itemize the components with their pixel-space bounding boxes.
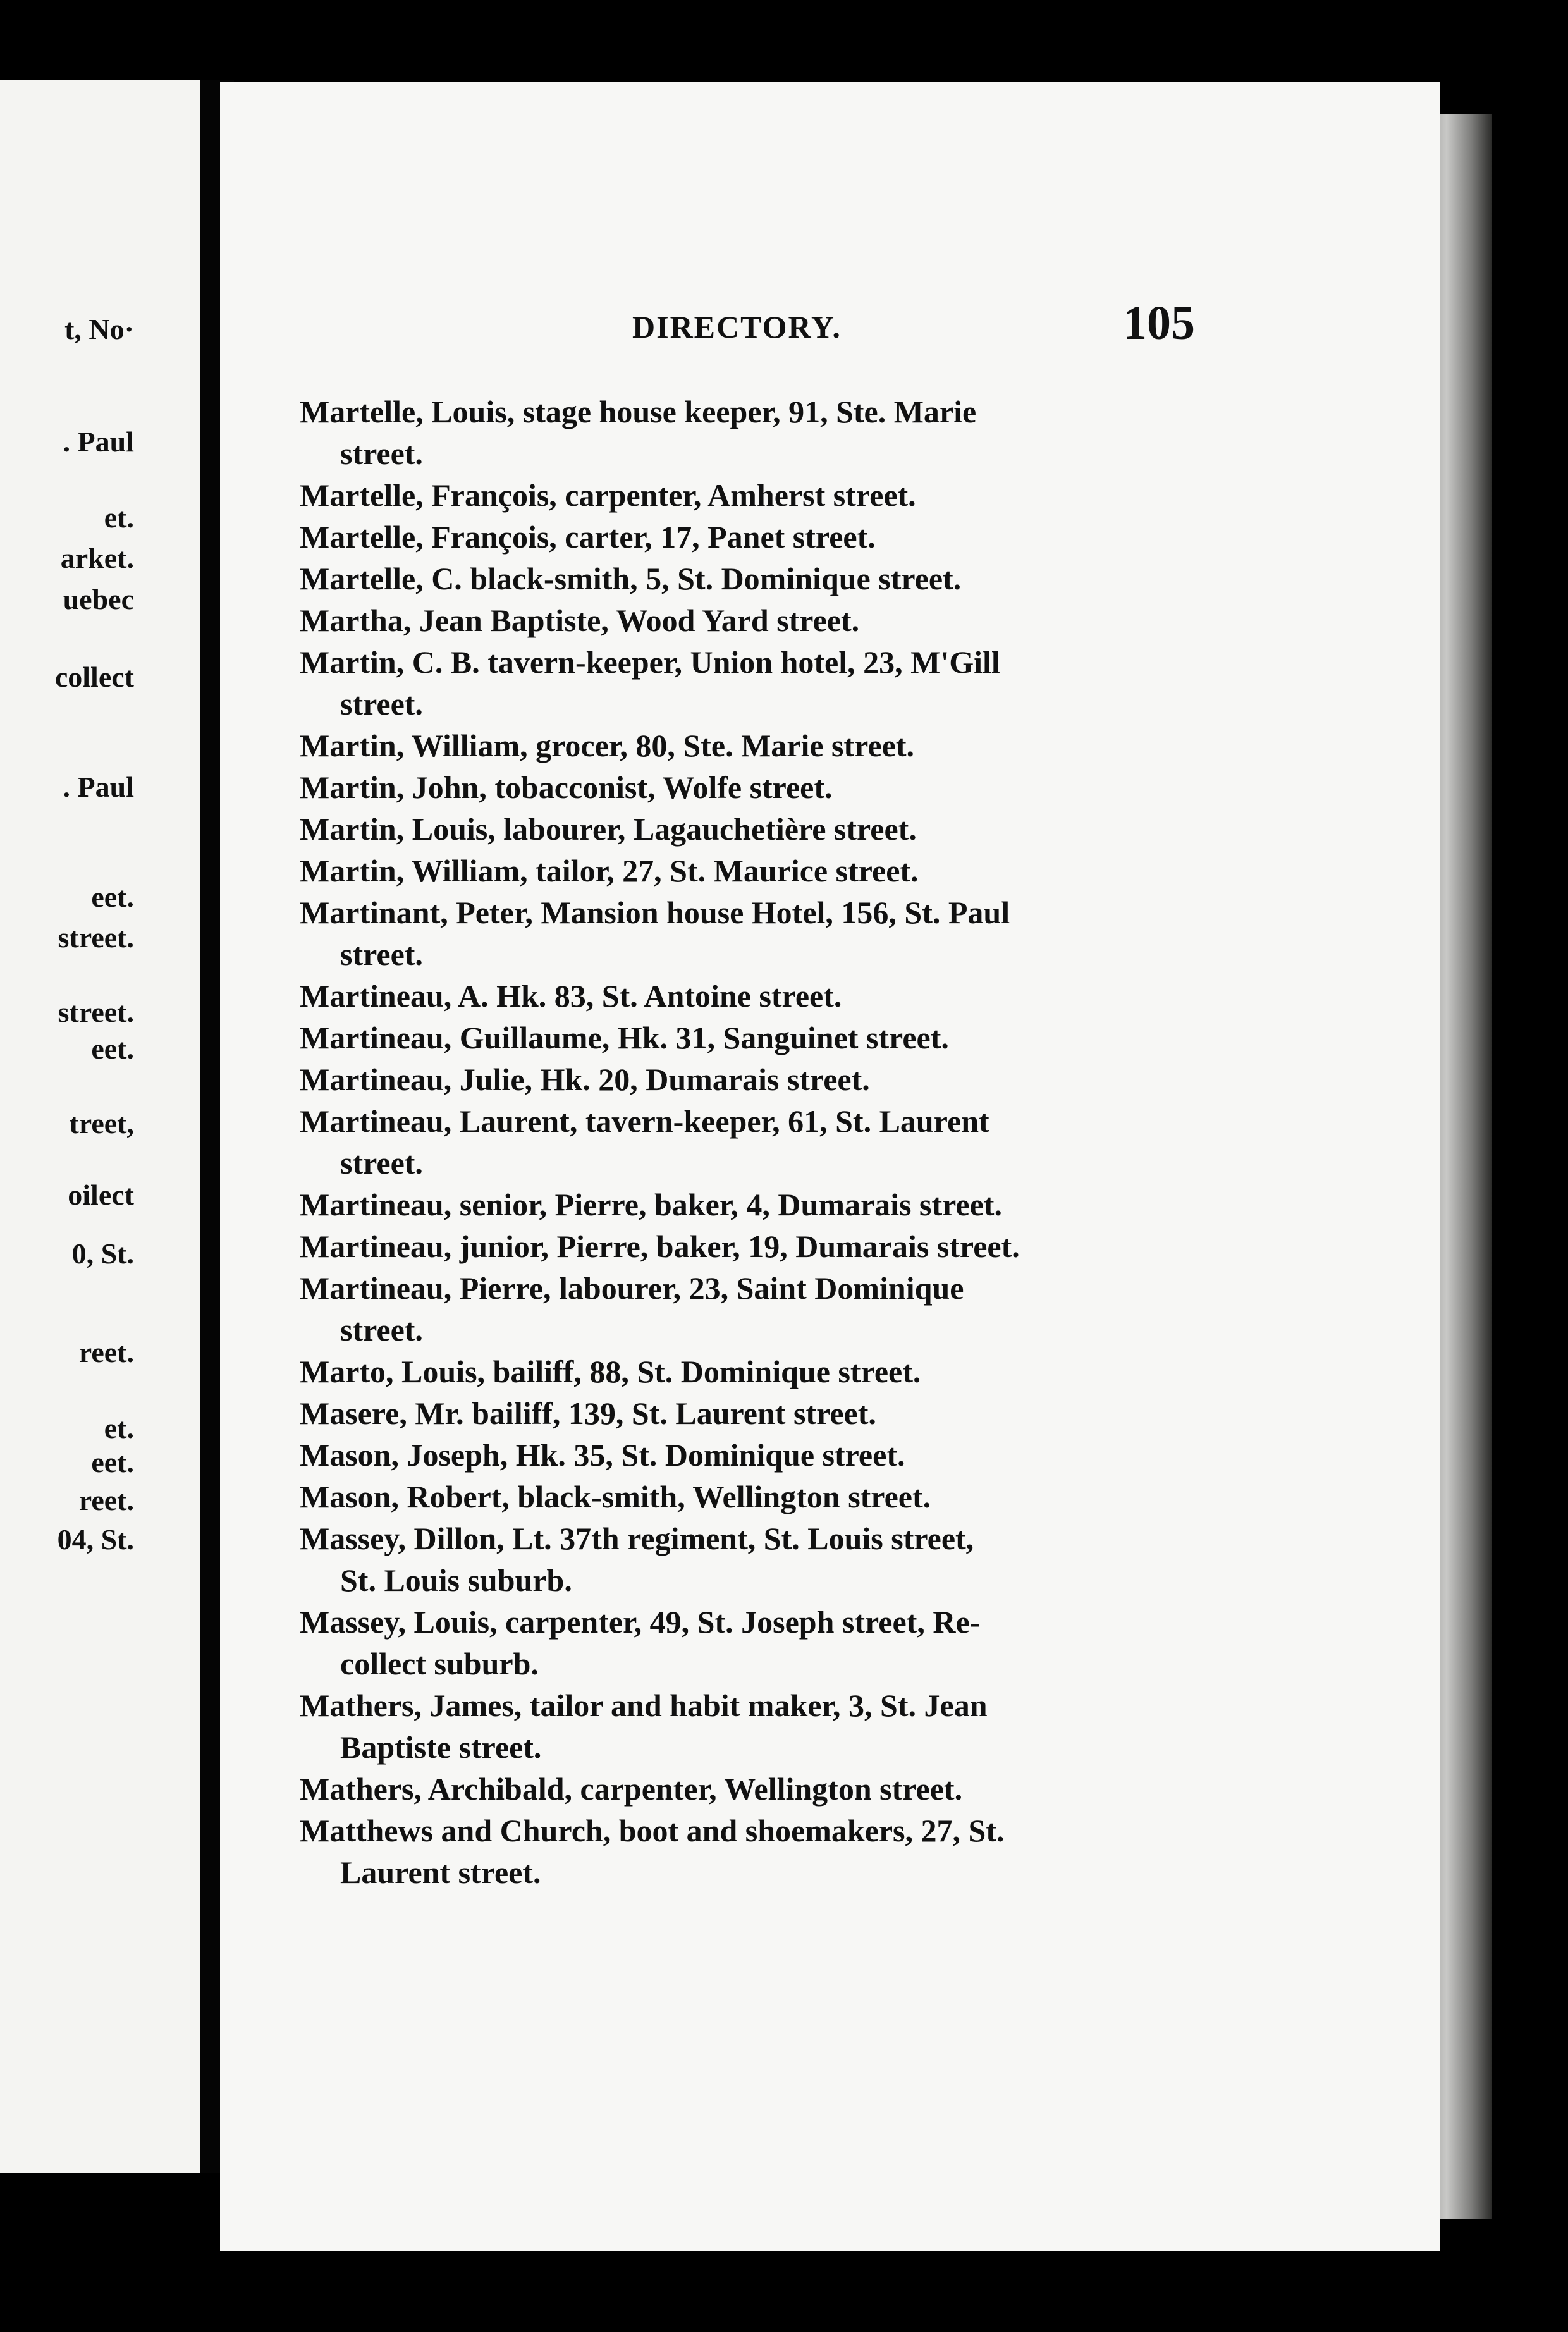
directory-entries (300, 391, 1210, 1893)
left-page-text-fragment: t, No· (64, 313, 134, 345)
left-page-text-fragment: reet. (78, 1484, 134, 1516)
entry-line: Martineau, junior, Pierre, baker, 19, Dumarais street. (300, 1229, 1020, 1264)
directory-entry (300, 1518, 1210, 1601)
entry-continuation: street. (340, 1312, 423, 1347)
entry-line: Matthews and Church, boot and shoemakers, 27, St. (300, 1813, 1005, 1848)
left-page-text-fragment: reet. (78, 1336, 134, 1368)
entry-continuation: St. Louis suburb. (340, 1562, 572, 1598)
left-page-text-fragment: et. (104, 1412, 134, 1444)
directory-entry (300, 1476, 1210, 1518)
entry-line: Martelle, François, carpenter, Amherst street. (300, 477, 916, 513)
entry-line: Martin, C. B. tavern-keeper, Union hotel, 23, M'Gill (300, 644, 1000, 680)
running-head: DIRECTORY. (632, 309, 842, 345)
directory-entry (300, 641, 1210, 725)
directory-entry (300, 808, 1210, 850)
entry-line: Martin, William, grocer, 80, Ste. Marie street. (300, 728, 914, 763)
entry-line: Martin, William, tailor, 27, St. Maurice street. (300, 853, 919, 888)
entry-line: Martinant, Peter, Mansion house Hotel, 156, St. Paul (300, 895, 1010, 930)
left-page-text-fragment: oilect (68, 1179, 134, 1211)
entry-line: Masere, Mr. bailiff, 139, St. Laurent street. (300, 1396, 876, 1431)
left-page-text-fragment: . Paul (63, 771, 134, 803)
left-page-text-fragment: et. (104, 501, 134, 534)
entry-line: Mathers, James, tailor and habit maker, 3, St. Jean (300, 1688, 988, 1723)
directory-entry (300, 766, 1210, 808)
entry-continuation: Baptiste street. (340, 1729, 542, 1765)
directory-entry (300, 1017, 1210, 1059)
directory-entry (300, 391, 1210, 474)
entry-line: Marto, Louis, bailiff, 88, St. Dominique street. (300, 1354, 921, 1389)
entry-continuation: street. (340, 686, 423, 721)
entry-line: Massey, Louis, carpenter, 49, St. Joseph street, Re- (300, 1604, 981, 1640)
directory-entry (300, 1810, 1210, 1893)
directory-entry (300, 1100, 1210, 1184)
directory-entry (300, 1351, 1210, 1392)
directory-entry (300, 516, 1210, 558)
directory-entry (300, 474, 1210, 516)
directory-entry (300, 1768, 1210, 1810)
left-page-text-fragment: treet, (69, 1107, 134, 1139)
entry-line: Martineau, A. Hk. 83, St. Antoine street. (300, 978, 842, 1014)
page-number: 105 (1123, 297, 1195, 350)
left-page-text-fragment: eet. (91, 1446, 134, 1478)
left-page-text-fragment: 04, St. (57, 1523, 134, 1556)
directory-entry (300, 975, 1210, 1017)
entry-continuation: street. (340, 1145, 423, 1181)
directory-entry (300, 1392, 1210, 1434)
entry-line: Mason, Joseph, Hk. 35, St. Dominique street. (300, 1437, 905, 1473)
entry-line: Martelle, C. black-smith, 5, St. Dominique street. (300, 561, 962, 596)
entry-continuation: Laurent street. (340, 1855, 541, 1890)
directory-entry (300, 850, 1210, 892)
left-page-text-fragment: street. (58, 996, 134, 1028)
entry-line: Martelle, François, carter, 17, Panet street. (300, 519, 876, 555)
left-page-text-fragment: . Paul (63, 426, 134, 458)
entry-continuation: street. (340, 936, 423, 972)
entry-line: Martin, John, tobacconist, Wolfe street. (300, 770, 833, 805)
entry-line: Massey, Dillon, Lt. 37th regiment, St. Louis street, (300, 1521, 974, 1556)
left-page-text-fragment: eet. (91, 1033, 134, 1065)
left-page-text-fragment: uebec (63, 583, 134, 615)
entry-line: Martineau, senior, Pierre, baker, 4, Dumarais street. (300, 1187, 1002, 1222)
entry-line: Mathers, Archibald, carpenter, Wellington street. (300, 1771, 963, 1807)
directory-entry (300, 1059, 1210, 1100)
entry-line: Martineau, Julie, Hk. 20, Dumarais street. (300, 1062, 870, 1097)
entry-line: Martineau, Laurent, tavern-keeper, 61, St. Laurent (300, 1103, 989, 1139)
entry-line: Martineau, Guillaume, Hk. 31, Sanguinet street. (300, 1020, 949, 1055)
entry-continuation: street. (340, 436, 423, 471)
left-page-text-fragment: street. (58, 921, 134, 954)
left-page-text-fragment: eet. (91, 881, 134, 913)
entry-line: Martin, Louis, labourer, Lagauchetière street. (300, 811, 917, 847)
entry-continuation: collect suburb. (340, 1646, 539, 1681)
directory-entry (300, 599, 1210, 641)
directory-entry (300, 1434, 1210, 1476)
directory-entry (300, 558, 1210, 599)
directory-entry (300, 725, 1210, 766)
entry-line: Martineau, Pierre, labourer, 23, Saint Dominique (300, 1270, 964, 1306)
entry-line: Mason, Robert, black-smith, Wellington street. (300, 1479, 931, 1514)
directory-entry (300, 1601, 1210, 1685)
directory-entry (300, 1685, 1210, 1768)
left-page-text-fragment: collect (54, 661, 134, 693)
directory-entry (300, 1184, 1210, 1225)
left-page-text-fragment: 0, St. (71, 1237, 134, 1270)
directory-entry (300, 892, 1210, 975)
entry-line: Martelle, Louis, stage house keeper, 91, Ste. Marie (300, 394, 977, 429)
left-page-text-fragment: arket. (60, 542, 134, 574)
directory-entry (300, 1225, 1210, 1267)
entry-line: Martha, Jean Baptiste, Wood Yard street. (300, 603, 860, 638)
directory-entry (300, 1267, 1210, 1351)
left-page (0, 80, 200, 2173)
